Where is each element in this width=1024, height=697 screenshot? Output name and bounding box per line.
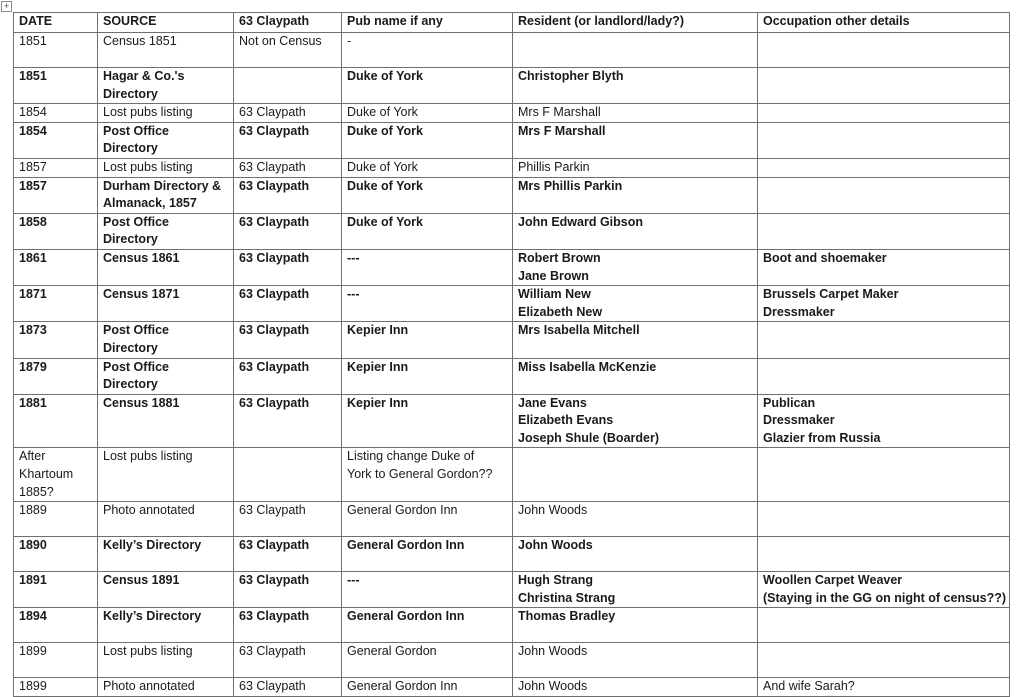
cell-pub [342, 322, 513, 358]
cell-line: Directory [103, 232, 158, 247]
cell-resident [513, 177, 758, 213]
table-row [14, 537, 1010, 572]
cell-line: 63 Claypath [239, 287, 310, 302]
cell-line: Census 1851 [103, 34, 177, 48]
cell-pub [342, 678, 513, 697]
cell-pub [342, 572, 513, 608]
cell-line: 1871 [19, 287, 47, 302]
table-row [14, 104, 1010, 123]
cell-date [14, 448, 98, 502]
cell-line: John Woods [518, 679, 588, 694]
cell-pub [342, 177, 513, 213]
cell-line: William New [518, 287, 591, 302]
table-header-row [14, 13, 1010, 33]
cell-line: Hagar & Co.'s [103, 69, 185, 83]
cell-occupation [758, 322, 1010, 358]
cell-resident [513, 537, 758, 572]
cell-date [14, 122, 98, 158]
cell-line: Publican [763, 395, 816, 410]
cell-date [14, 249, 98, 285]
cell-date [14, 502, 98, 537]
table-row [14, 358, 1010, 394]
cell-line: And wife Sarah? [763, 679, 855, 694]
cell-line: Lost pubs listing [103, 105, 193, 120]
cell-resident [513, 104, 758, 123]
cell-line: 63 Claypath [239, 395, 310, 410]
cell-address [234, 322, 342, 358]
cell-line: Thomas Bradley [518, 609, 616, 624]
cell-line: 1851 [19, 69, 47, 83]
cell-occupation [758, 537, 1010, 572]
cell-date [14, 572, 98, 608]
cell-line: General Gordon Inn [347, 679, 458, 694]
cell-line: Duke of York [347, 105, 418, 120]
cell-line: General Gordon Inn [347, 609, 465, 624]
cell-source [98, 394, 234, 448]
cell-date [14, 608, 98, 643]
cell-line: Post Office [103, 214, 169, 229]
header-occupation: Occupation other details [758, 13, 1010, 33]
cell-occupation [758, 608, 1010, 643]
cell-address [234, 643, 342, 678]
cell-line: Elizabeth New [518, 304, 603, 319]
cell-date [14, 158, 98, 177]
cell-pub [342, 358, 513, 394]
cell-line: York to General Gordon?? [347, 467, 493, 482]
cell-line: Mrs F Marshall [518, 105, 601, 120]
cell-line: 63 Claypath [239, 323, 310, 338]
cell-pub [342, 213, 513, 249]
cell-address [234, 158, 342, 177]
cell-pub [342, 537, 513, 572]
cell-address [234, 537, 342, 572]
cell-line: 1858 [19, 214, 47, 229]
cell-line: Directory [103, 377, 158, 392]
table-row [14, 502, 1010, 537]
cell-line: Directory [103, 86, 158, 101]
cell-resident [513, 249, 758, 285]
cell-line: Woollen Carpet Weaver [763, 573, 903, 588]
cell-date [14, 104, 98, 123]
cell-source [98, 448, 234, 502]
cell-address [234, 286, 342, 322]
cell-resident [513, 608, 758, 643]
cell-resident [513, 286, 758, 322]
cell-line: Not on Census [239, 34, 322, 48]
cell-line: Directory [103, 340, 158, 355]
table-row [14, 678, 1010, 697]
cell-line: --- [347, 573, 360, 588]
cell-line: 63 Claypath [239, 105, 306, 120]
cell-line: 63 Claypath [239, 159, 306, 174]
cell-line: Mrs F Marshall [518, 123, 606, 138]
cell-line: Glazier from Russia [763, 430, 881, 445]
cell-resident [513, 643, 758, 678]
cell-source [98, 678, 234, 697]
cell-line: 1885? [19, 484, 54, 499]
cell-line: Kepier Inn [347, 359, 409, 374]
cell-date [14, 394, 98, 448]
cell-occupation [758, 249, 1010, 285]
cell-line: 63 Claypath [239, 644, 306, 659]
cell-line: Duke of York [347, 214, 423, 229]
cell-date [14, 537, 98, 572]
cell-occupation [758, 678, 1010, 697]
cell-occupation [758, 358, 1010, 394]
cell-line: Duke of York [347, 123, 423, 138]
cell-resident [513, 572, 758, 608]
cell-date [14, 286, 98, 322]
cell-line: 1879 [19, 359, 47, 374]
cell-date [14, 678, 98, 697]
cell-line: Post Office [103, 359, 169, 374]
cell-address [234, 68, 342, 104]
cell-line: 1851 [19, 34, 47, 48]
cell-line: Mrs Isabella Mitchell [518, 323, 640, 338]
cell-line: Lost pubs listing [103, 644, 193, 659]
cell-line: 1891 [19, 573, 47, 588]
cell-resident [513, 394, 758, 448]
cell-line: Photo annotated [103, 679, 195, 694]
cell-line: Kelly’s Directory [103, 538, 202, 553]
cell-source [98, 537, 234, 572]
cell-line: Post Office [103, 123, 169, 138]
cell-line: Hugh Strang [518, 573, 593, 588]
cell-line: Directory [103, 141, 158, 156]
cell-line: John Woods [518, 503, 588, 518]
table-row [14, 572, 1010, 608]
cell-line: Lost pubs listing [103, 159, 193, 174]
cell-line: Jane Evans [518, 395, 587, 410]
cell-line: Dressmaker [763, 413, 835, 428]
header-date: DATE [14, 13, 98, 33]
cell-line: Kepier Inn [347, 323, 409, 338]
table-row [14, 394, 1010, 448]
cell-address [234, 608, 342, 643]
cell-line: --- [347, 287, 360, 302]
header-resident: Resident (or landlord/lady?) [513, 13, 758, 33]
cell-line: Durham Directory & [103, 178, 222, 193]
cell-date [14, 177, 98, 213]
cell-pub [342, 122, 513, 158]
cell-line: Post Office [103, 323, 169, 338]
header-pub-name: Pub name if any [342, 13, 513, 33]
cell-line: Dressmaker [763, 304, 835, 319]
cell-resident [513, 448, 758, 502]
table-row [14, 158, 1010, 177]
cell-address [234, 33, 342, 68]
cell-occupation [758, 104, 1010, 123]
cell-line: Photo annotated [103, 503, 195, 518]
cell-line: Phillis Parkin [518, 159, 590, 174]
cell-occupation [758, 394, 1010, 448]
cell-pub [342, 448, 513, 502]
cell-source [98, 608, 234, 643]
table-row [14, 448, 1010, 502]
cell-occupation [758, 448, 1010, 502]
cell-resident [513, 358, 758, 394]
cell-pub [342, 608, 513, 643]
cell-occupation [758, 286, 1010, 322]
cell-source [98, 322, 234, 358]
cell-source [98, 104, 234, 123]
cell-line: 1854 [19, 105, 47, 120]
header-source: SOURCE [98, 13, 234, 33]
cell-line: 63 Claypath [239, 679, 306, 694]
table-row [14, 33, 1010, 68]
header-address: 63 Claypath [234, 13, 342, 33]
cell-line: Census 1871 [103, 287, 180, 302]
cell-address [234, 678, 342, 697]
cell-line: Duke of York [347, 69, 423, 83]
cell-occupation [758, 177, 1010, 213]
cell-line: (Staying in the GG on night of census??) [763, 590, 1007, 605]
table-row [14, 68, 1010, 104]
cell-line: Elizabeth Evans [518, 413, 614, 428]
cell-source [98, 68, 234, 104]
cell-line: 63 Claypath [239, 214, 310, 229]
cell-address [234, 122, 342, 158]
cell-line: Jane Brown [518, 268, 589, 283]
cell-pub [342, 104, 513, 123]
cell-line: Robert Brown [518, 250, 601, 265]
cell-source [98, 502, 234, 537]
cell-pub [342, 158, 513, 177]
cell-source [98, 286, 234, 322]
cell-occupation [758, 502, 1010, 537]
cell-resident [513, 68, 758, 104]
cell-occupation [758, 158, 1010, 177]
cell-line: General Gordon Inn [347, 503, 458, 518]
cell-source [98, 177, 234, 213]
cell-line: 63 Claypath [239, 178, 310, 193]
cell-line: After [19, 449, 46, 464]
cell-pub [342, 33, 513, 68]
cell-address [234, 572, 342, 608]
table-move-handle-icon[interactable]: + [1, 1, 12, 12]
cell-resident [513, 678, 758, 697]
cell-address [234, 177, 342, 213]
cell-line: 1873 [19, 323, 47, 338]
cell-pub [342, 643, 513, 678]
cell-line: 1889 [19, 503, 47, 518]
cell-line: Census 1891 [103, 573, 180, 588]
cell-occupation [758, 33, 1010, 68]
cell-line: Christopher Blyth [518, 69, 624, 83]
cell-line: Mrs Phillis Parkin [518, 178, 623, 193]
cell-line: 1894 [19, 609, 47, 624]
cell-line: --- [347, 250, 360, 265]
cell-line: Listing change Duke of [347, 449, 475, 464]
cell-line: Brussels Carpet Maker [763, 287, 899, 302]
cell-line: Kelly’s Directory [103, 609, 202, 624]
cell-line: 63 Claypath [239, 250, 310, 265]
cell-line: 63 Claypath [239, 359, 310, 374]
cell-resident [513, 213, 758, 249]
cell-line: 1857 [19, 159, 47, 174]
cell-address [234, 394, 342, 448]
cell-pub [342, 286, 513, 322]
cell-source [98, 213, 234, 249]
cell-source [98, 158, 234, 177]
cell-line: General Gordon [347, 644, 437, 659]
cell-line: 63 Claypath [239, 503, 306, 518]
cell-resident [513, 158, 758, 177]
table-row [14, 643, 1010, 678]
cell-line: - [347, 34, 352, 48]
cell-line: Duke of York [347, 159, 418, 174]
table-row [14, 322, 1010, 358]
cell-resident [513, 33, 758, 68]
cell-resident [513, 322, 758, 358]
cell-line: 1861 [19, 250, 47, 265]
cell-source [98, 358, 234, 394]
cell-date [14, 213, 98, 249]
cell-occupation [758, 122, 1010, 158]
cell-line: 63 Claypath [239, 123, 310, 138]
cell-line: Census 1861 [103, 250, 180, 265]
cell-line: 1899 [19, 679, 47, 694]
cell-date [14, 643, 98, 678]
table-row [14, 213, 1010, 249]
cell-address [234, 213, 342, 249]
cell-source [98, 643, 234, 678]
cell-line: Khartoum [19, 467, 74, 482]
cell-occupation [758, 213, 1010, 249]
cell-line: Lost pubs listing [103, 449, 193, 464]
cell-line: Joseph Shule (Boarder) [518, 430, 659, 445]
cell-date [14, 33, 98, 68]
cell-date [14, 358, 98, 394]
cell-source [98, 572, 234, 608]
cell-line: Christina Strang [518, 590, 616, 605]
cell-line: 1899 [19, 644, 47, 659]
cell-source [98, 122, 234, 158]
cell-pub [342, 249, 513, 285]
table-row [14, 177, 1010, 213]
cell-line: 63 Claypath [239, 538, 310, 553]
cell-line: 1854 [19, 123, 47, 138]
cell-line: Almanack, 1857 [103, 196, 197, 211]
cell-occupation [758, 572, 1010, 608]
cell-date [14, 68, 98, 104]
cell-line: Kepier Inn [347, 395, 409, 410]
cell-date [14, 322, 98, 358]
cell-line: General Gordon Inn [347, 538, 465, 553]
cell-address [234, 358, 342, 394]
cell-line: John Woods [518, 644, 588, 659]
cell-resident [513, 122, 758, 158]
pub-history-table [13, 12, 1010, 697]
table-row [14, 122, 1010, 158]
cell-source [98, 249, 234, 285]
cell-pub [342, 68, 513, 104]
table-row [14, 249, 1010, 285]
cell-line: John Woods [518, 538, 593, 553]
cell-address [234, 249, 342, 285]
cell-source [98, 33, 234, 68]
cell-line: Boot and shoemaker [763, 250, 887, 265]
cell-line: Duke of York [347, 178, 423, 193]
cell-line: 1890 [19, 538, 47, 553]
cell-line: John Edward Gibson [518, 214, 644, 229]
cell-line: Miss Isabella McKenzie [518, 359, 657, 374]
cell-pub [342, 502, 513, 537]
cell-address [234, 502, 342, 537]
cell-address [234, 104, 342, 123]
cell-pub [342, 394, 513, 448]
cell-line: 1857 [19, 178, 47, 193]
table-row [14, 608, 1010, 643]
cell-line: 63 Claypath [239, 573, 310, 588]
cell-resident [513, 502, 758, 537]
cell-address [234, 448, 342, 502]
cell-line: 1881 [19, 395, 47, 410]
cell-line: 63 Claypath [239, 609, 310, 624]
cell-line: Census 1881 [103, 395, 180, 410]
cell-occupation [758, 68, 1010, 104]
cell-occupation [758, 643, 1010, 678]
table-row [14, 286, 1010, 322]
